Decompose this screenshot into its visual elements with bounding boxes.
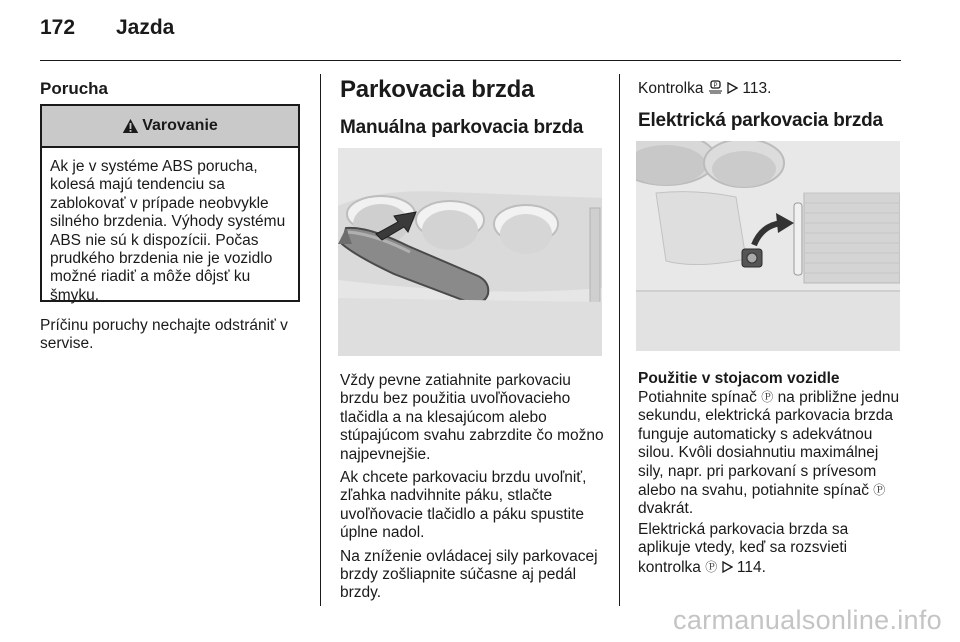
ep-text-a: Potiahnite spínač <box>638 389 757 406</box>
warning-title: Varovanie <box>142 117 218 134</box>
ep-text-c: dvakrát. <box>638 500 694 518</box>
warning-triangle-icon <box>122 118 139 134</box>
column-divider-1 <box>320 74 321 606</box>
manual-brake-paragraph-1: Vždy pevne zatiahnite parkovaciu brzdu bez použitia uvoľňovacieho tlačidla a na klesajúcom alebo stúpajúcom svahu zabrzdite čo možno najpevnejšie. <box>340 372 604 463</box>
heading-electric-parking-brake: Elektrická parkovacia brzda <box>638 110 883 131</box>
page-reference-arrow-icon <box>722 561 733 573</box>
indicator-reference-line <box>638 80 908 98</box>
ep2-page-ref: 114. <box>736 558 766 576</box>
ep-text-b: na približne jednu sekundu, elektrická parkovacia brzda funguje automaticky s adekvátnou silou. Kvôli dosiahnutiu maximálnej sily, napr. pri parkovaní s prívesom alebo na svahu, potiahnite spínač <box>638 389 900 500</box>
electric-brake-paragraph-1 <box>638 388 904 519</box>
warning-header <box>42 106 298 148</box>
manual-brake-paragraph-2: Ak chcete parkovaciu brzdu uvoľniť, zľahka nadvihnite páku, stlačte uvoľňovacie tlačidlo a páku spustite úplne nadol. <box>340 469 587 542</box>
subheading-stationary-use: Použitie v stojacom vozidle <box>638 370 840 387</box>
manual-parking-brake-illustration <box>338 148 602 356</box>
warning-text: Ak je v systéme ABS porucha, kolesá majú tendenciu sa zablokovať v prípade neobvykle silného brzdenia. Výhody systému ABS nie sú k dispozícii. Počas prudkého brzdenia nie je vozidlo možné riadiť a môže dôjsť ku šmyku. <box>50 158 286 304</box>
section-heading-malfunction: Porucha <box>40 79 109 98</box>
electric-parking-brake-illustration <box>636 141 900 351</box>
svg-text:P: P <box>713 83 718 89</box>
subheading-manual-brake: Manuálna parkovacia brzda <box>340 117 584 138</box>
parking-brake-p-icon: Ⓟ <box>873 483 886 498</box>
electric-parking-brake-lamp-icon <box>708 80 723 94</box>
header-rule <box>40 60 901 61</box>
manual-brake-paragraph-3: Na zníženie ovládacej sily parkovacej brzdy zošliapnite súčasne aj pedál brzdy. <box>340 547 598 602</box>
column-divider-2 <box>619 74 620 606</box>
manual-brake-text <box>340 372 608 603</box>
ep2-text-a: Elektrická parkovacia brzda sa aplikuje vtedy, keď sa rozsvieti kontrolka <box>638 521 849 576</box>
malfunction-paragraph: Príčinu poruchy nechajte odstrániť v servise. <box>40 317 288 353</box>
indicator-label: Kontrolka <box>638 80 704 97</box>
chapter-title: Jazda <box>116 16 175 39</box>
page-reference-arrow-icon <box>727 82 738 94</box>
parking-brake-p-icon: Ⓟ <box>761 390 774 404</box>
indicator-page-ref: 113. <box>742 80 772 97</box>
parking-brake-p-icon: Ⓟ <box>705 559 718 574</box>
section-heading-parking-brake: Parkovacia brzda <box>340 76 535 103</box>
warning-box <box>40 104 300 302</box>
page-number: 172 <box>40 16 76 39</box>
electric-brake-paragraph-2 <box>638 521 904 577</box>
watermark: carmanualsonline.info <box>673 605 942 635</box>
